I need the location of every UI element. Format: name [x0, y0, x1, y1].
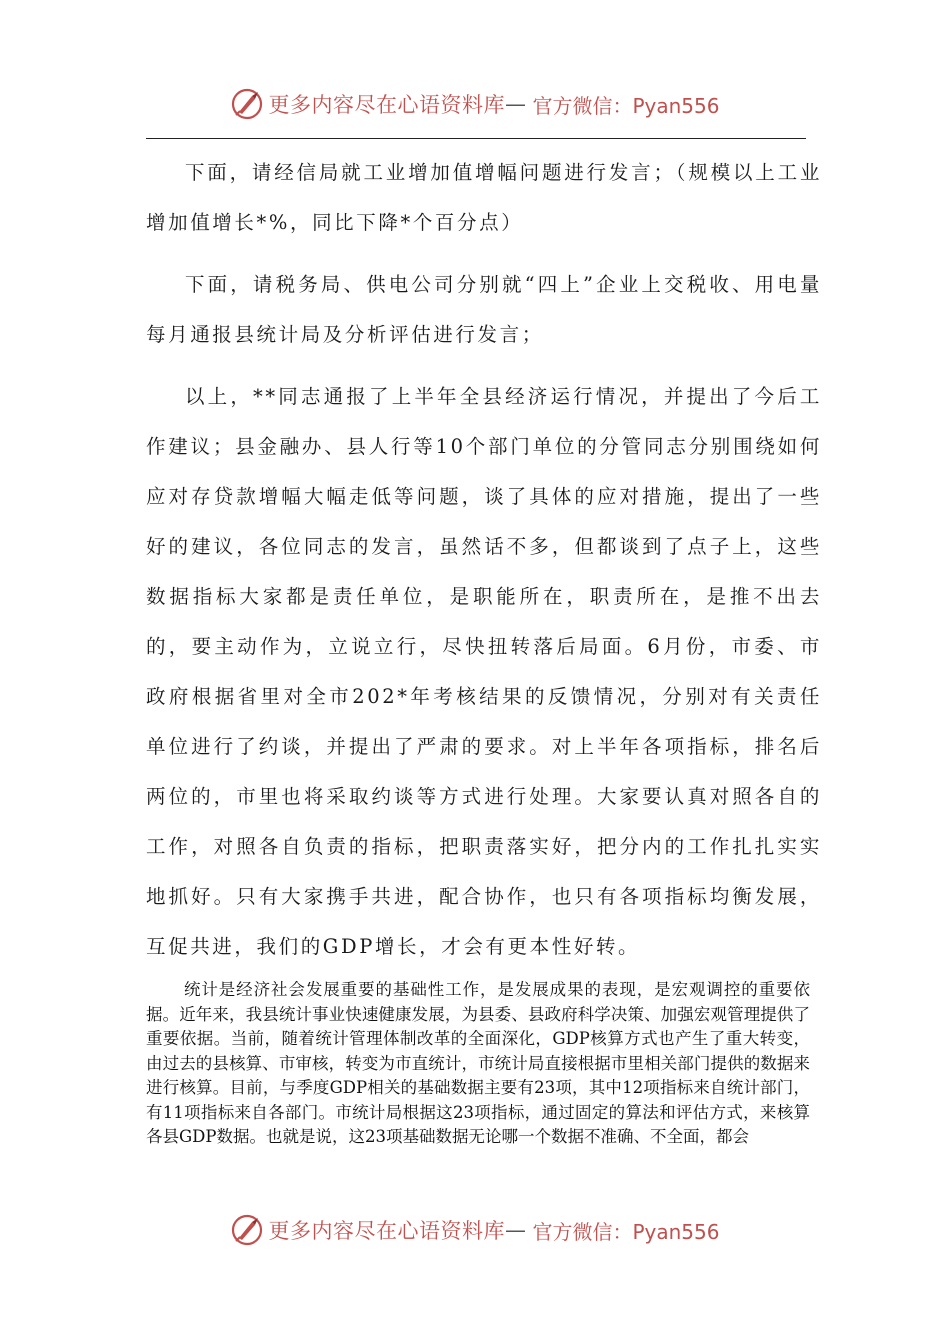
header-divider [146, 138, 806, 139]
header-watermark [0, 84, 950, 124]
quill-pen-logo-icon [230, 87, 264, 121]
body-paragraph: 下面，请经信局就工业增加值增幅问题进行发言；（规模以上工业增加值增长*%，同比下降*个百分点） [146, 161, 822, 234]
document-body [146, 148, 822, 984]
watermark-brand-text: 更多内容尽在心语资料库 [268, 1219, 505, 1243]
watermark-brand-text: 更多内容尽在心语资料库 [268, 93, 505, 117]
watermark-wechat-text: 官方微信：Pyan556 [532, 93, 720, 118]
quill-pen-logo-icon [230, 1213, 264, 1247]
body-paragraph: 下面，请税务局、供电公司分别就“四上”企业上交税收、用电量每月通报县统计局及分析评估进行发言； [146, 273, 822, 346]
body-paragraph: 以上，**同志通报了上半年全县经济运行情况，并提出了今后工作建议；县金融办、县人行等10个部门单位的分管同志分别围绕如何应对存贷款增幅大幅走低等问题，谈了具体的应对措施，提出了一些好的建议，各位同志的发言，虽然话不多，但都谈到了点子上，这些数据指标大家都是责任单位，是职能所在，职责所在，是推不出去的，要主动作为，立说立行，尽快扭转落后局面。6月份，市委、市政府根据省里对全市202*年考核结果的反馈情况，分别对有关责任单位进行了约谈，并提出了严肃的要求。对上半年各项指标，排名后两位的，市里也将采取约谈等方式进行处理。大家要认真对照各自的工作，对照各自负责的指标，把职责落实好，把分内的工作扎扎实实地抓好。只有大家携手共进，配合协作，也只有各项指标均衡发展，互促共进，我们的GDP增长，才会有更本性好转。 [146, 385, 822, 958]
footer-watermark [0, 1210, 950, 1250]
watermark-separator: — [504, 1218, 527, 1242]
watermark-wechat-text: 官方微信：Pyan556 [532, 1219, 720, 1244]
watermark-separator: — [504, 92, 527, 116]
body-paragraph-small: 统计是经济社会发展重要的基础性工作，是发展成果的表现，是宏观调控的重要依据。近年来，我县统计事业快速健康发展，为县委、县政府科学决策、加强宏观管理提供了重要依据。当前，随着统计管理体制改革的全面深化，GDP核算方式也产生了重大转变，由过去的县核算、市审核，转变为市直统计，市统计局直接根据市里相关部门提供的数据来进行核算。目前，与季度GDP相关的基础数据主要有23项，其中12项指标来自统计部门，有11项指标来自各部门。市统计局根据这23项指标，通过固定的算法和评估方式，来核算各县GDP数据。也就是说，这23项基础数据无论哪一个数据不准确、不全面，都会 [146, 980, 810, 1146]
